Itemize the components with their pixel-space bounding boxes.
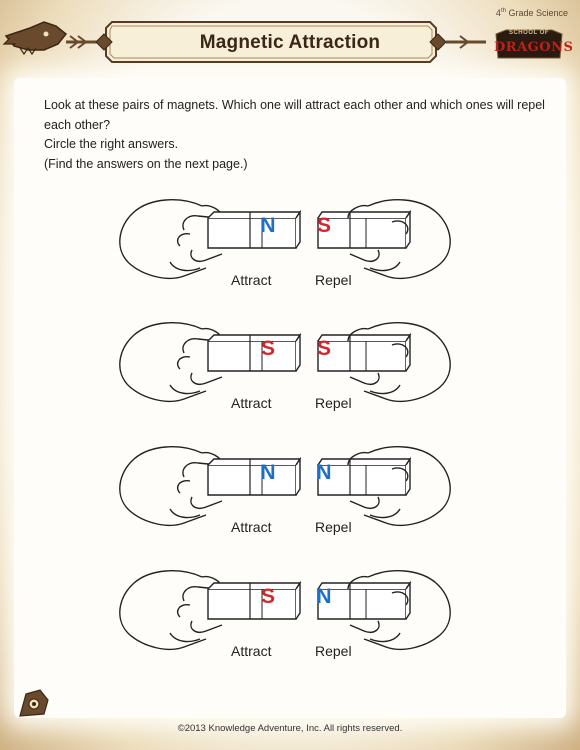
- instruction-question: Look at these pairs of magnets. Which one will attract each other and which ones will repel each other?: [44, 98, 545, 132]
- attract-option[interactable]: Attract: [231, 272, 272, 288]
- left-magnet: [208, 218, 296, 248]
- left-hand: [120, 200, 206, 279]
- repel-option[interactable]: Repel: [315, 395, 352, 411]
- magnet-pair-2: [0, 311, 580, 441]
- school-of-dragons-logo: SCHOOL OF DRAGONS: [494, 28, 564, 62]
- repel-option[interactable]: Repel: [315, 272, 352, 288]
- left-magnet: [208, 465, 296, 495]
- left-magnet: [208, 341, 296, 371]
- instructions: [44, 96, 554, 174]
- attract-option[interactable]: Attract: [231, 519, 272, 535]
- copyright-footer: ©2013 Knowledge Adventure, Inc. All rights reserved.: [177, 723, 403, 734]
- right-pole-label: S: [316, 214, 331, 237]
- left-hand: [120, 571, 206, 650]
- page-title: Magnetic Attraction: [199, 32, 381, 53]
- magnet-pair-3: [0, 435, 580, 565]
- magnet-pair-1: [0, 188, 580, 318]
- attract-option[interactable]: Attract: [231, 395, 272, 411]
- grade-label: 4th Grade Science: [495, 8, 568, 18]
- instruction-answers-note: (Find the answers on the next page.): [44, 156, 248, 171]
- left-pole-label: S: [260, 585, 275, 608]
- magnet-pair-4: [0, 559, 580, 689]
- left-pole-label: N: [260, 214, 276, 237]
- right-pole-label: N: [316, 585, 332, 608]
- dragon-eye-corner-icon: [16, 686, 52, 722]
- left-hand: [120, 323, 206, 402]
- left-pole-label: S: [260, 337, 275, 360]
- repel-option[interactable]: Repel: [315, 519, 352, 535]
- left-magnet: [208, 589, 296, 619]
- attract-option[interactable]: Attract: [231, 643, 272, 659]
- left-hand: [120, 447, 206, 526]
- left-pole-label: N: [260, 461, 276, 484]
- right-pole-label: N: [316, 461, 332, 484]
- repel-option[interactable]: Repel: [315, 643, 352, 659]
- right-pole-label: S: [316, 337, 331, 360]
- instruction-circle: Circle the right answers.: [44, 137, 179, 151]
